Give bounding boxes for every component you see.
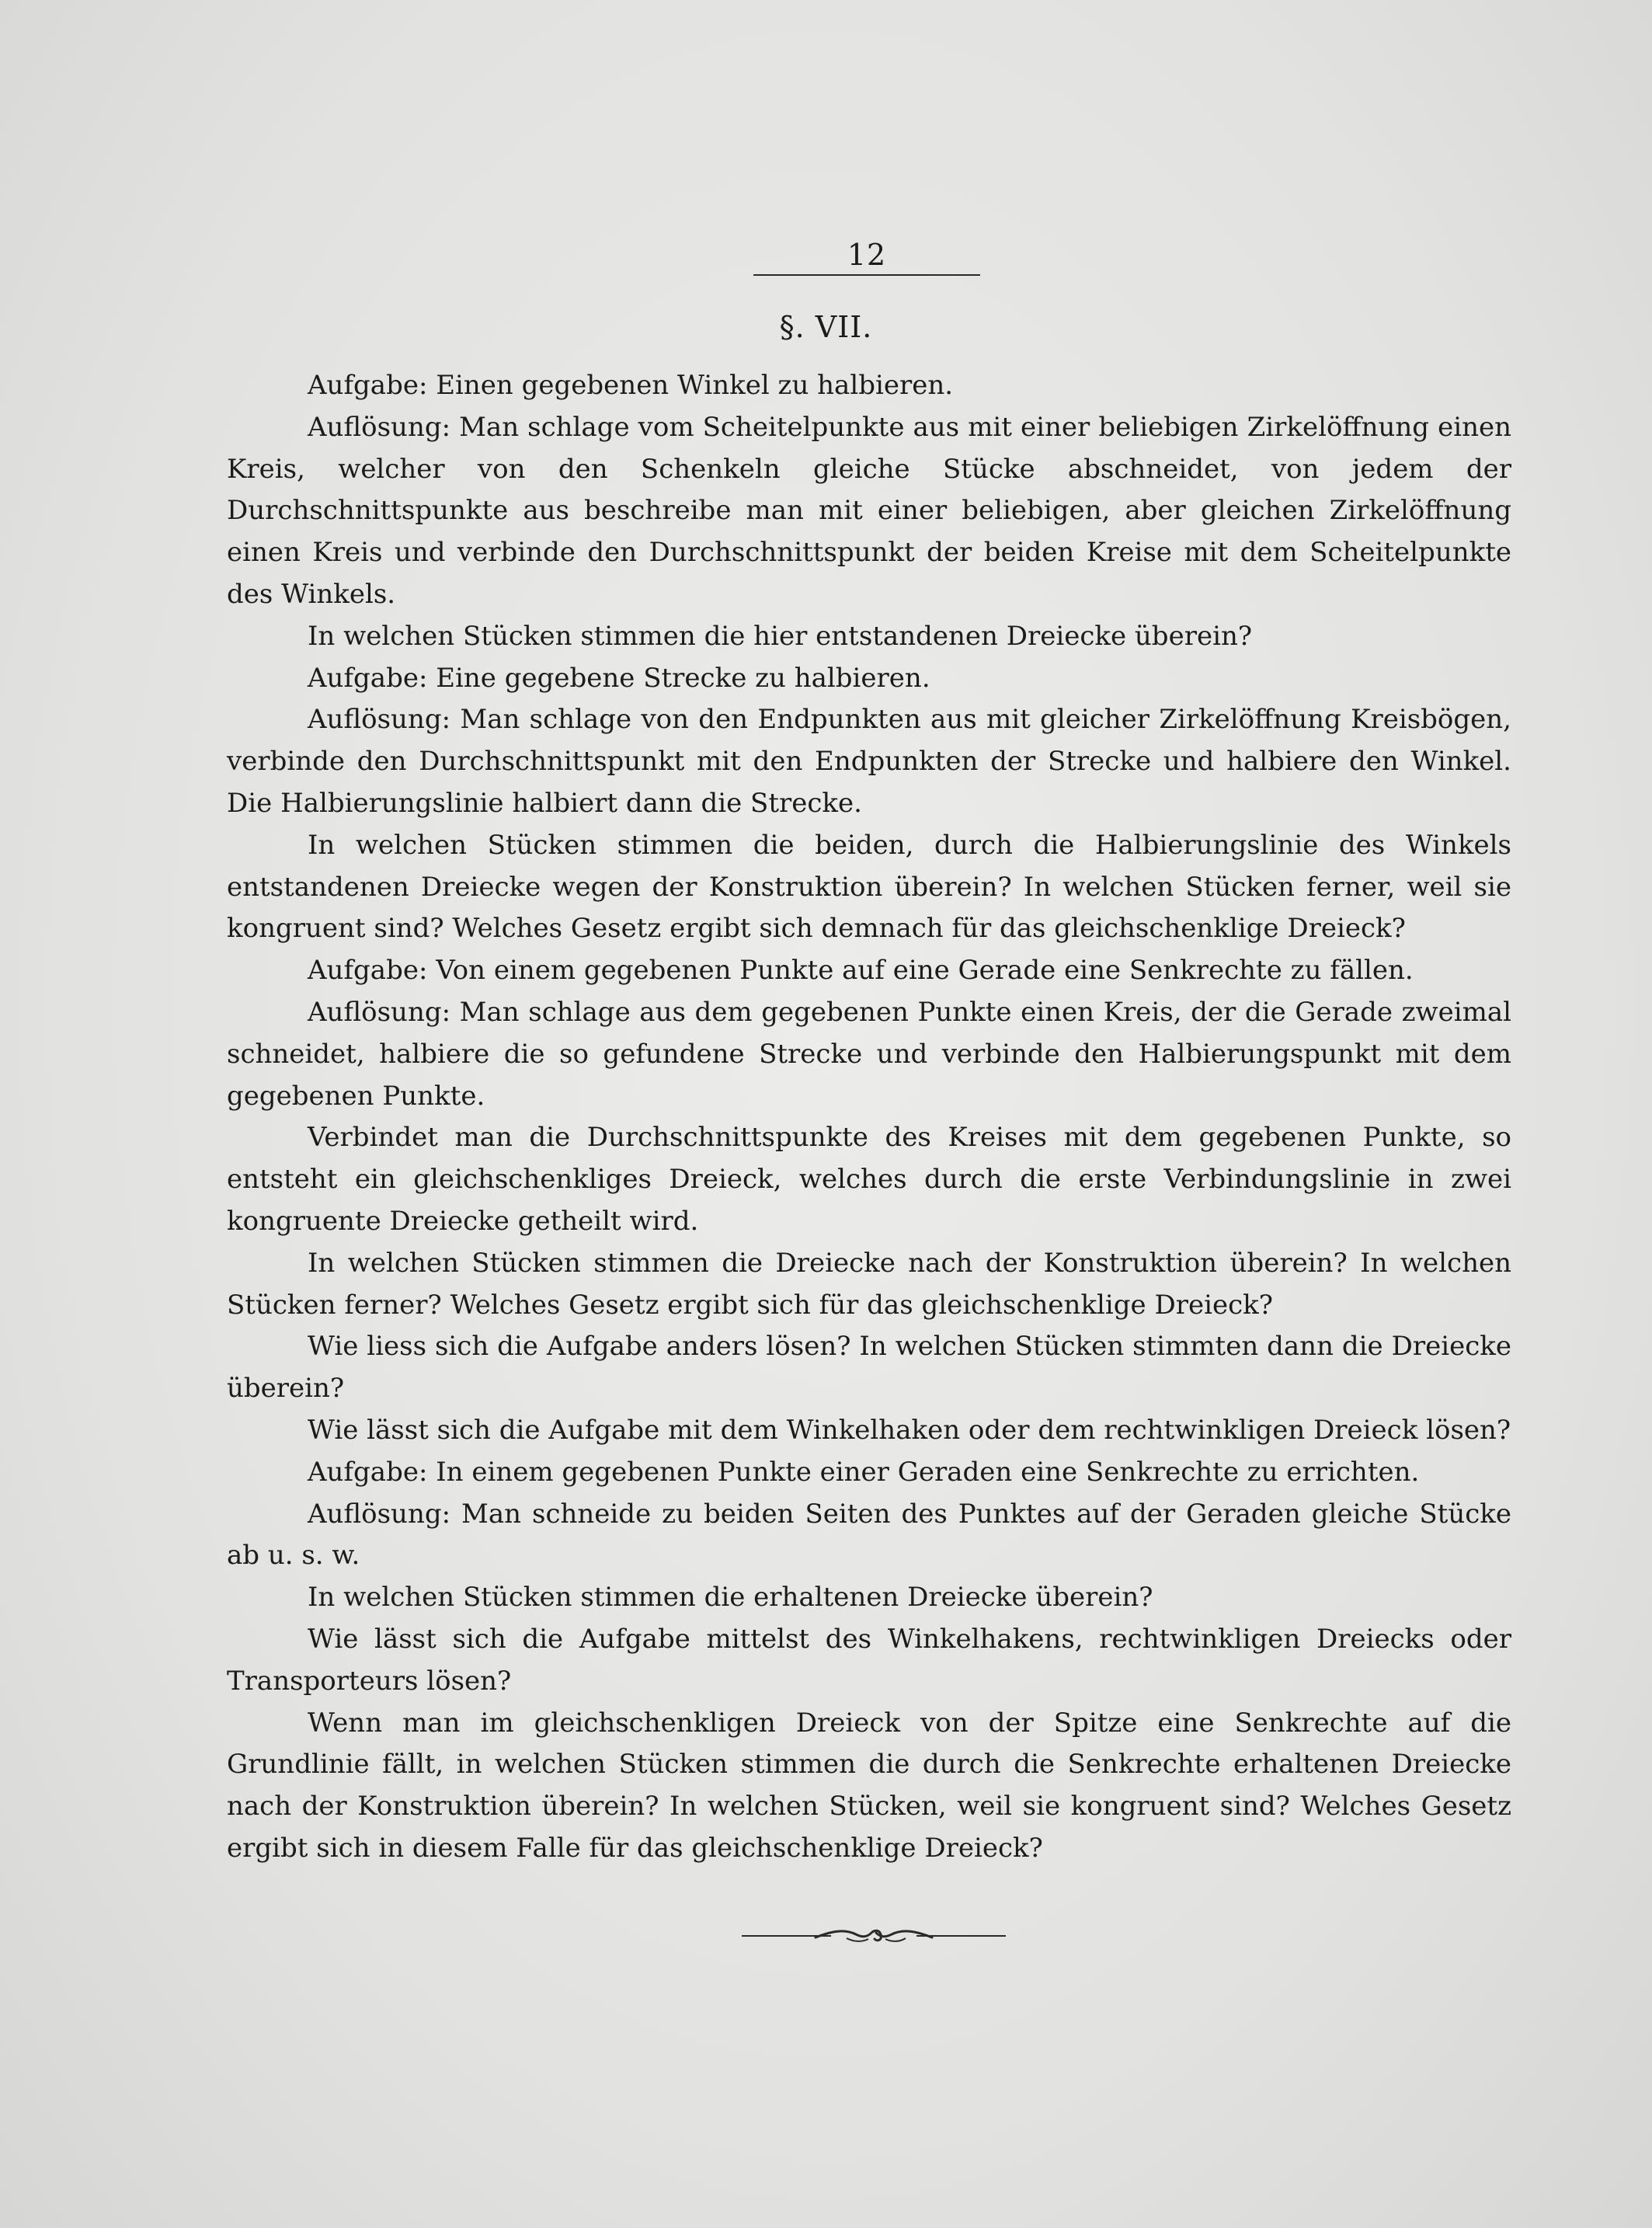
paragraph-12: Wie lässt sich die Aufgabe mit dem Winkelhaken oder dem rechtwinkligen Dreieck lösen? [308, 1414, 1511, 1446]
paragraph-4: Aufgabe: Eine gegebene Strecke zu halbieren. [308, 662, 930, 694]
paragraph-11: Wie liess sich die Aufgabe anders lösen? In welchen Stücken stimmten dann die Dreiecke überein? [227, 1331, 1511, 1405]
page-header [753, 237, 980, 276]
paragraph-5: Auflösung: Man schlage von den Endpunkten aus mit gleicher Zirkelöffnung Kreisbögen, verbinde den Durchschnittspunkt mit den Endpunkten der Strecke und halbiere den Winkel. Die Halbierungslinie halbiert dann die Strecke. [227, 704, 1511, 819]
paragraph-10: In welchen Stücken stimmen die Dreiecke nach der Konstruktion überein? In welchen Stücken ferner? Welches Gesetz ergibt sich für das gleichschenklige Dreieck? [227, 1247, 1511, 1321]
paragraph-3: In welchen Stücken stimmen die hier entstandenen Dreiecke überein? [308, 620, 1253, 652]
paragraph-9: Verbindet man die Durchschnittspunkte des Kreises mit dem gegebenen Punkte, so entsteht ein gleichschenkliges Dreieck, welches durch die erste Verbindungslinie in zwei kongruente Dreiecke getheilt wird. [227, 1122, 1511, 1237]
paragraph-8: Auflösung: Man schlage aus dem gegebenen Punkte einen Kreis, der die Gerade zweimal schneidet, halbiere die so gefundene Strecke und verbinde den Halbierungspunkt mit dem gegebenen Punkte. [227, 996, 1511, 1112]
paragraph-2: Auflösung: Man schlage vom Scheitelpunkte aus mit einer beliebigen Zirkelöffnung einen Kreis, welcher von den Schenkeln gleiche Stücke abschneidet, von jedem der Durchschnittspunkte aus beschreibe man mit einer beliebigen, aber gleichen Zirkelöffnung einen Kreis und verbinde den Durchschnittspunkt der beiden Kreise mit dem Scheitelpunkte des Winkels. [227, 411, 1511, 610]
paragraph-13: Aufgabe: In einem gegebenen Punkte einer Geraden eine Senkrechte zu errichten. [308, 1456, 1420, 1488]
paragraph-14: Auflösung: Man schneide zu beiden Seiten des Punktes auf der Geraden gleiche Stücke ab u. s. w. [227, 1498, 1511, 1572]
section-title: §. VII. [779, 310, 873, 344]
page-number: 12 [847, 238, 887, 272]
paragraph-17: Wenn man im gleichschenkligen Dreieck von der Spitze eine Senkrechte auf die Grundlinie fällt, in welchen Stücken stimmen die durch die Senkrechte erhaltenen Dreiecke nach der Konstruktion überein? In welchen Stücken, weil sie kongruent sind? Welches Gesetz ergibt sich in diesem Falle für das gleichschenklige Dreieck? [227, 1707, 1511, 1864]
header-rule [753, 274, 980, 276]
paragraph-16: Wie lässt sich die Aufgabe mittelst des Winkelhakens, rechtwinkligen Dreiecks oder Transporteurs lösen? [227, 1623, 1511, 1697]
paragraph-1: Aufgabe: Einen gegebenen Winkel zu halbieren. [308, 370, 954, 401]
paragraph-7: Aufgabe: Von einem gegebenen Punkte auf eine Gerade eine Senkrechte zu fällen. [308, 955, 1414, 987]
paragraph-15: In welchen Stücken stimmen die erhaltenen Dreiecke überein? [308, 1582, 1153, 1614]
end-ornament-icon [738, 1919, 1010, 1950]
paragraph-6: In welchen Stücken stimmen die beiden, durch die Halbierungslinie des Winkels entstandenen Dreiecke wegen der Konstruktion überein? In welchen Stücken ferner, weil sie kongruent sind? Welches Gesetz ergibt sich demnach für das gleichschenklige Dreieck? [227, 829, 1511, 945]
body-text [227, 365, 1511, 1870]
